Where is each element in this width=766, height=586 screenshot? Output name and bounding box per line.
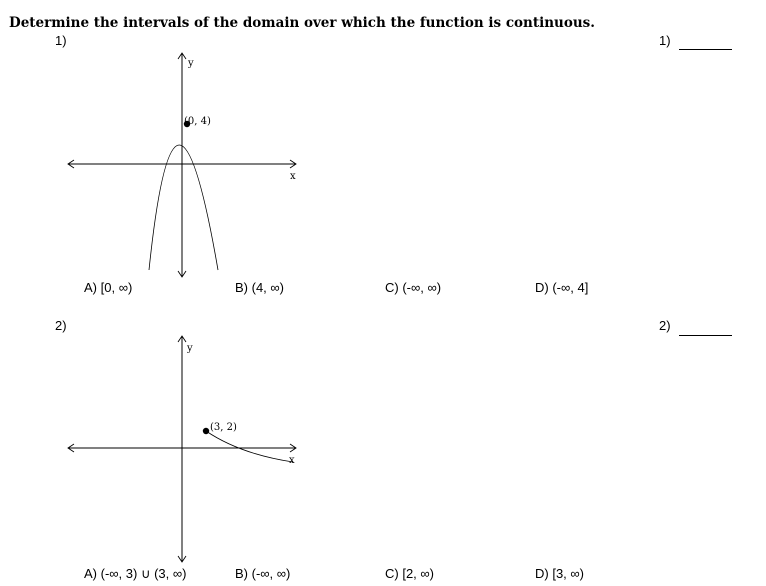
q1-point-label: (0, 4) [184,116,211,127]
answer-2-label: 2) [659,318,671,333]
q2-choice-a-letter: A) [84,566,97,581]
answer-1-blank[interactable] [679,49,732,50]
q2-y-label: y [187,343,193,354]
question-2-number: 2) [55,318,67,333]
q2-point-label: (3, 2) [210,422,237,433]
answer-1-label: 1) [659,33,671,48]
instructions: Determine the intervals of the domain over which the function is continuous. [9,15,595,31]
question-1-graph [60,45,310,285]
q1-x-label: x [290,171,296,182]
q1-choice-d-text: (-∞, 4] [552,280,589,295]
q2-choice-d-text: [3, ∞) [552,566,585,581]
q1-y-label: y [188,58,194,69]
q1-choice-c-text: (-∞, ∞) [402,280,442,295]
q1-choice-b-letter: B) [235,280,248,295]
q1-choice-b-text: (4, ∞) [251,280,285,295]
q2-choice-b[interactable] [235,566,290,581]
q2-choice-b-text: (-∞, ∞) [251,566,291,581]
q2-choice-a-text: (-∞, 3) ∪ (3, ∞) [100,566,187,581]
q1-choice-c[interactable] [385,280,441,295]
q1-choice-a-text: [0, ∞) [100,280,133,295]
answer-2-blank[interactable] [679,335,732,336]
q1-choice-a[interactable] [84,280,132,295]
q1-choice-d-letter: D) [535,280,549,295]
q2-choice-d[interactable] [535,566,584,581]
q2-choice-d-letter: D) [535,566,549,581]
q2-choice-c-text: [2, ∞) [402,566,435,581]
q2-x-label: x [289,455,295,466]
q2-function-curve [206,431,293,462]
q1-choice-c-letter: C) [385,280,399,295]
q2-choice-c-letter: C) [385,566,399,581]
q1-choice-d[interactable] [535,280,588,295]
question-2-graph [60,330,310,570]
q2-choice-a[interactable] [84,566,186,582]
q2-choice-b-letter: B) [235,566,248,581]
q2-choice-c[interactable] [385,566,434,581]
question-1-number: 1) [55,33,67,48]
q1-choice-a-letter: A) [84,280,97,295]
q2-start-point [203,428,209,434]
q1-choice-b[interactable] [235,280,284,295]
